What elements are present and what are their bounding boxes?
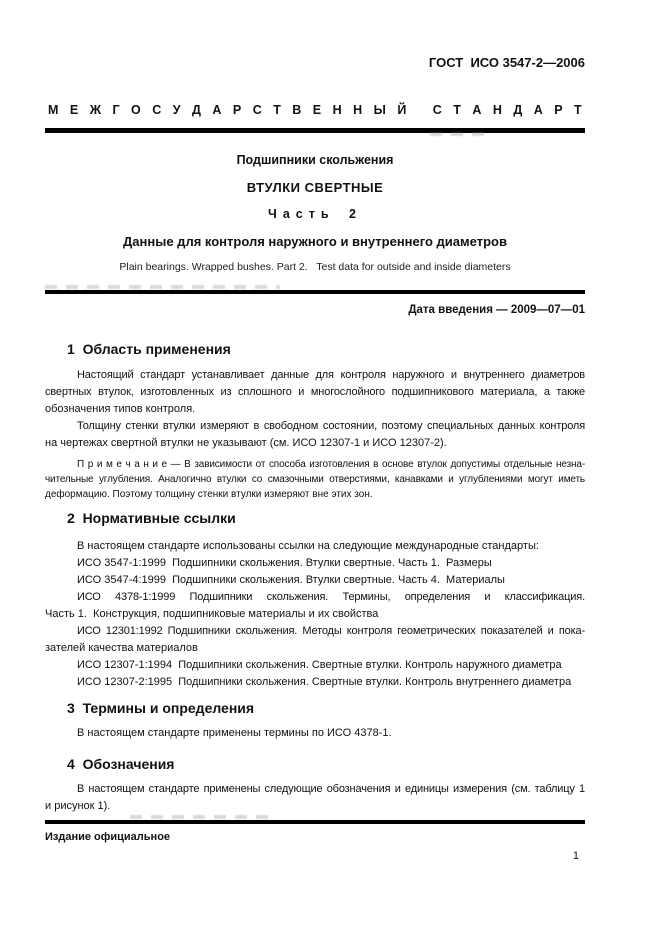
text-line: ИСО 3547-4:1999 Подшипники скольжения. Втулки свертные. Часть 4. Материалы [77, 574, 505, 586]
banner-letter: Ж [89, 103, 102, 117]
banner-letter: Т [453, 103, 461, 117]
banner-letter: Е [69, 103, 79, 117]
text-line: обозначения типов контроля. [45, 403, 196, 415]
text-line: П р и м е ч а н и е — В зависимости от способа изготовления в основе втулок допустимы отдельные незна- [77, 459, 585, 470]
text-line: ИСО 12307-2:1995 Подшипники скольжения. Свертные втулки. Контроль внутреннего диаметра [77, 676, 572, 688]
banner-letter: Р [232, 103, 242, 117]
document-sections [45, 341, 585, 815]
banner-letter: М [48, 103, 59, 117]
banner-letter: О [131, 103, 141, 117]
text-line: В настоящем стандарте использованы ссылки на следующие международные стандарты: [77, 540, 539, 552]
effective-date: Дата введения — 2009—07—01 [408, 304, 585, 316]
text-line: Толщину стенки втулки измеряют в свободном состоянии, поэтому специальных данных контроля [77, 420, 585, 432]
text-line: ИСО 12301:1992 Подшипники скольжения. Методы контроля геометрических показателей и пока- [77, 625, 585, 637]
text-line: В настоящем стандарте применены следующие обозначения и единицы измерения (см. таблицу 1 [77, 783, 585, 795]
edition-note: Издание официальное [45, 831, 171, 843]
title-english: Plain bearings. Wrapped bushes. Part 2. Test data for outside and inside diameters [119, 261, 511, 273]
section-heading: 3 Термины и определения [67, 700, 255, 716]
section-heading: 2 Нормативные ссылки [67, 510, 236, 526]
banner-letter: Н [353, 103, 363, 117]
title-subtitle: Данные для контроля наружного и внутреннего диаметров [123, 234, 507, 249]
banner-letter: Й [397, 103, 407, 117]
text-line: ИСО 3547-1:1999 Подшипники скольжения. Втулки свертные. Часть 1. Размеры [77, 557, 492, 569]
doc-code: ГОСТ ИСО 3547-2—2006 [428, 55, 585, 70]
section-heading: 4 Обозначения [67, 756, 175, 772]
title-name: ВТУЛКИ СВЕРТНЫЕ [246, 180, 384, 195]
banner-letter: Д [513, 103, 523, 117]
banner-letter: Н [492, 103, 502, 117]
banner-letter: А [472, 103, 482, 117]
footer-rule-wrap [45, 820, 585, 824]
banner-letter: Г [112, 103, 120, 117]
banner-letter: Р [554, 103, 563, 117]
text-line: свертных втулок, изготовленных из сплошного и многослойного подшипникового материала, а также [45, 386, 585, 398]
banner-letter: Н [332, 103, 342, 117]
section-heading: 1 Область применения [67, 341, 231, 357]
text-line: на чертежах свертной втулки не указывают (см. ИСО 12307-1 и ИСО 12307-2). [45, 437, 447, 449]
text-line: деформацию. Поэтому толщину стенки втулки измеряют вне этих зон. [45, 489, 373, 500]
banner-letter: А [212, 103, 222, 117]
text-line: ИСО 4378-1:1999 Подшипники скольжения. Термины, определения и классификация. [77, 591, 585, 603]
text-line: В настоящем стандарте применены термины по ИСО 4378-1. [77, 727, 392, 739]
text-line: и рисунок 1). [45, 800, 111, 812]
text-line: ИСО 12307-1:1994 Подшипники скольжения. Свертные втулки. Контроль наружного диаметра [77, 659, 562, 671]
banner-letter: В [292, 103, 302, 117]
banner-letter: Т [574, 103, 582, 117]
page-content [45, 0, 585, 863]
title-subject: Подшипники скольжения [236, 153, 394, 167]
page-number: 1 [572, 850, 579, 862]
text-line: чительные углубления. Аналогично втулки со смазочными отверстиями, канавками и углублениями могут иметь [45, 474, 585, 485]
header-rule [45, 128, 585, 133]
scan-artifact [130, 815, 275, 819]
banner-letter: У [172, 103, 181, 117]
title-rule [45, 290, 585, 294]
title-rule-wrap [45, 290, 585, 294]
scan-artifact [430, 132, 492, 136]
header-rule-wrap [45, 128, 585, 133]
banner-letter: Ы [373, 103, 386, 117]
banner-letter: А [533, 103, 543, 117]
banner-letter [418, 103, 421, 117]
text-line: Часть 1. Конструкция, подшипниковые материалы и их свойства [45, 608, 379, 620]
banner-letter: Т [273, 103, 281, 117]
text-line: Настоящий стандарт устанавливает данные для контроля наружного и внутреннего диаметров [77, 369, 585, 381]
footer-rule [45, 820, 585, 824]
banner-letter: С [152, 103, 162, 117]
standard-type-banner [45, 103, 585, 117]
banner-letter: Е [312, 103, 322, 117]
title-part: Часть 2 [268, 207, 362, 221]
banner-letter: С [252, 103, 262, 117]
text-line: зателей качества материалов [45, 642, 198, 654]
banner-letter: Д [192, 103, 201, 117]
scan-artifact [45, 285, 280, 289]
banner-letter: С [432, 103, 442, 117]
